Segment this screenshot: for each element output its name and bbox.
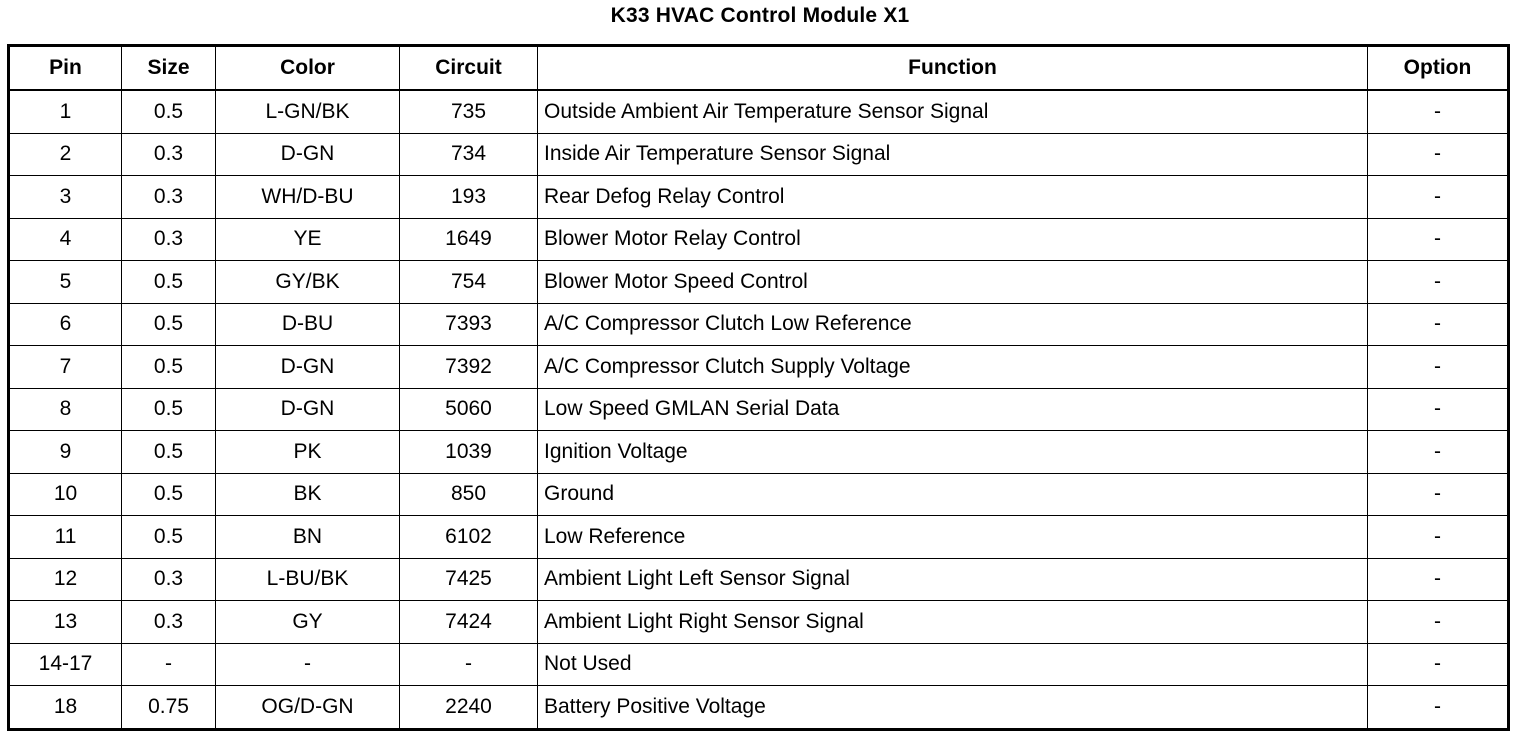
column-header-function: Function bbox=[538, 46, 1368, 91]
cell-pin: 13 bbox=[9, 601, 122, 644]
table-row bbox=[9, 176, 1509, 219]
cell-size: 0.5 bbox=[122, 90, 216, 133]
cell-color: D-GN bbox=[216, 388, 400, 431]
cell-size: 0.3 bbox=[122, 601, 216, 644]
cell-color: - bbox=[216, 643, 400, 686]
cell-color: OG/D-GN bbox=[216, 686, 400, 730]
cell-function: Ambient Light Left Sensor Signal bbox=[538, 558, 1368, 601]
cell-option: - bbox=[1368, 388, 1509, 431]
cell-circuit: 2240 bbox=[400, 686, 538, 730]
cell-option: - bbox=[1368, 90, 1509, 133]
cell-function: Low Speed GMLAN Serial Data bbox=[538, 388, 1368, 431]
column-header-circuit: Circuit bbox=[400, 46, 538, 91]
cell-color: L-BU/BK bbox=[216, 558, 400, 601]
cell-size: 0.75 bbox=[122, 686, 216, 730]
cell-color: D-GN bbox=[216, 346, 400, 389]
cell-option: - bbox=[1368, 558, 1509, 601]
cell-circuit: 6102 bbox=[400, 516, 538, 559]
cell-pin: 1 bbox=[9, 90, 122, 133]
cell-circuit: 7392 bbox=[400, 346, 538, 389]
table-row bbox=[9, 516, 1509, 559]
cell-option: - bbox=[1368, 643, 1509, 686]
cell-circuit: 850 bbox=[400, 473, 538, 516]
cell-pin: 6 bbox=[9, 303, 122, 346]
cell-option: - bbox=[1368, 261, 1509, 304]
cell-size: 0.5 bbox=[122, 261, 216, 304]
cell-size: 0.5 bbox=[122, 388, 216, 431]
cell-pin: 4 bbox=[9, 218, 122, 261]
cell-size: 0.5 bbox=[122, 473, 216, 516]
cell-color: YE bbox=[216, 218, 400, 261]
cell-option: - bbox=[1368, 176, 1509, 219]
connector-pinout-table bbox=[7, 44, 1510, 731]
table-row bbox=[9, 601, 1509, 644]
table-row bbox=[9, 473, 1509, 516]
cell-color: D-BU bbox=[216, 303, 400, 346]
cell-function: Low Reference bbox=[538, 516, 1368, 559]
cell-option: - bbox=[1368, 218, 1509, 261]
cell-pin: 7 bbox=[9, 346, 122, 389]
cell-size: 0.5 bbox=[122, 303, 216, 346]
cell-circuit: 5060 bbox=[400, 388, 538, 431]
cell-function: A/C Compressor Clutch Low Reference bbox=[538, 303, 1368, 346]
cell-pin: 11 bbox=[9, 516, 122, 559]
table-row bbox=[9, 643, 1509, 686]
cell-circuit: 7424 bbox=[400, 601, 538, 644]
cell-size: - bbox=[122, 643, 216, 686]
cell-function: A/C Compressor Clutch Supply Voltage bbox=[538, 346, 1368, 389]
cell-color: L-GN/BK bbox=[216, 90, 400, 133]
cell-color: WH/D-BU bbox=[216, 176, 400, 219]
cell-size: 0.3 bbox=[122, 218, 216, 261]
cell-size: 0.5 bbox=[122, 431, 216, 474]
table-row bbox=[9, 218, 1509, 261]
cell-circuit: 1649 bbox=[400, 218, 538, 261]
cell-function: Battery Positive Voltage bbox=[538, 686, 1368, 730]
cell-circuit: 7425 bbox=[400, 558, 538, 601]
cell-circuit: 1039 bbox=[400, 431, 538, 474]
cell-color: BK bbox=[216, 473, 400, 516]
column-header-option: Option bbox=[1368, 46, 1509, 91]
cell-function: Ignition Voltage bbox=[538, 431, 1368, 474]
cell-option: - bbox=[1368, 303, 1509, 346]
cell-pin: 18 bbox=[9, 686, 122, 730]
cell-pin: 2 bbox=[9, 133, 122, 176]
cell-circuit: 193 bbox=[400, 176, 538, 219]
table-row bbox=[9, 90, 1509, 133]
cell-function: Inside Air Temperature Sensor Signal bbox=[538, 133, 1368, 176]
cell-pin: 14-17 bbox=[9, 643, 122, 686]
cell-option: - bbox=[1368, 431, 1509, 474]
table-row bbox=[9, 346, 1509, 389]
cell-size: 0.5 bbox=[122, 516, 216, 559]
page-title: K33 HVAC Control Module X1 bbox=[610, 4, 910, 27]
column-header-size: Size bbox=[122, 46, 216, 91]
cell-option: - bbox=[1368, 133, 1509, 176]
cell-circuit: 735 bbox=[400, 90, 538, 133]
cell-function: Ground bbox=[538, 473, 1368, 516]
cell-option: - bbox=[1368, 516, 1509, 559]
cell-option: - bbox=[1368, 473, 1509, 516]
cell-pin: 5 bbox=[9, 261, 122, 304]
table-header-row bbox=[9, 46, 1509, 91]
cell-pin: 9 bbox=[9, 431, 122, 474]
table-row bbox=[9, 558, 1509, 601]
cell-function: Blower Motor Speed Control bbox=[538, 261, 1368, 304]
column-header-pin: Pin bbox=[9, 46, 122, 91]
cell-size: 0.3 bbox=[122, 176, 216, 219]
cell-color: GY bbox=[216, 601, 400, 644]
cell-circuit: 754 bbox=[400, 261, 538, 304]
table-row bbox=[9, 431, 1509, 474]
cell-pin: 8 bbox=[9, 388, 122, 431]
cell-function: Rear Defog Relay Control bbox=[538, 176, 1368, 219]
cell-function: Ambient Light Right Sensor Signal bbox=[538, 601, 1368, 644]
cell-size: 0.3 bbox=[122, 133, 216, 176]
cell-circuit: - bbox=[400, 643, 538, 686]
table-row bbox=[9, 388, 1509, 431]
cell-option: - bbox=[1368, 346, 1509, 389]
table-row bbox=[9, 133, 1509, 176]
table-row bbox=[9, 686, 1509, 730]
cell-size: 0.5 bbox=[122, 346, 216, 389]
cell-function: Outside Ambient Air Temperature Sensor Signal bbox=[538, 90, 1368, 133]
cell-function: Not Used bbox=[538, 643, 1368, 686]
cell-circuit: 7393 bbox=[400, 303, 538, 346]
cell-pin: 12 bbox=[9, 558, 122, 601]
cell-color: GY/BK bbox=[216, 261, 400, 304]
cell-circuit: 734 bbox=[400, 133, 538, 176]
cell-color: PK bbox=[216, 431, 400, 474]
cell-option: - bbox=[1368, 686, 1509, 730]
cell-color: D-GN bbox=[216, 133, 400, 176]
cell-function: Blower Motor Relay Control bbox=[538, 218, 1368, 261]
cell-pin: 10 bbox=[9, 473, 122, 516]
cell-option: - bbox=[1368, 601, 1509, 644]
cell-color: BN bbox=[216, 516, 400, 559]
cell-size: 0.3 bbox=[122, 558, 216, 601]
column-header-color: Color bbox=[216, 46, 400, 91]
table-row bbox=[9, 261, 1509, 304]
table-row bbox=[9, 303, 1509, 346]
cell-pin: 3 bbox=[9, 176, 122, 219]
